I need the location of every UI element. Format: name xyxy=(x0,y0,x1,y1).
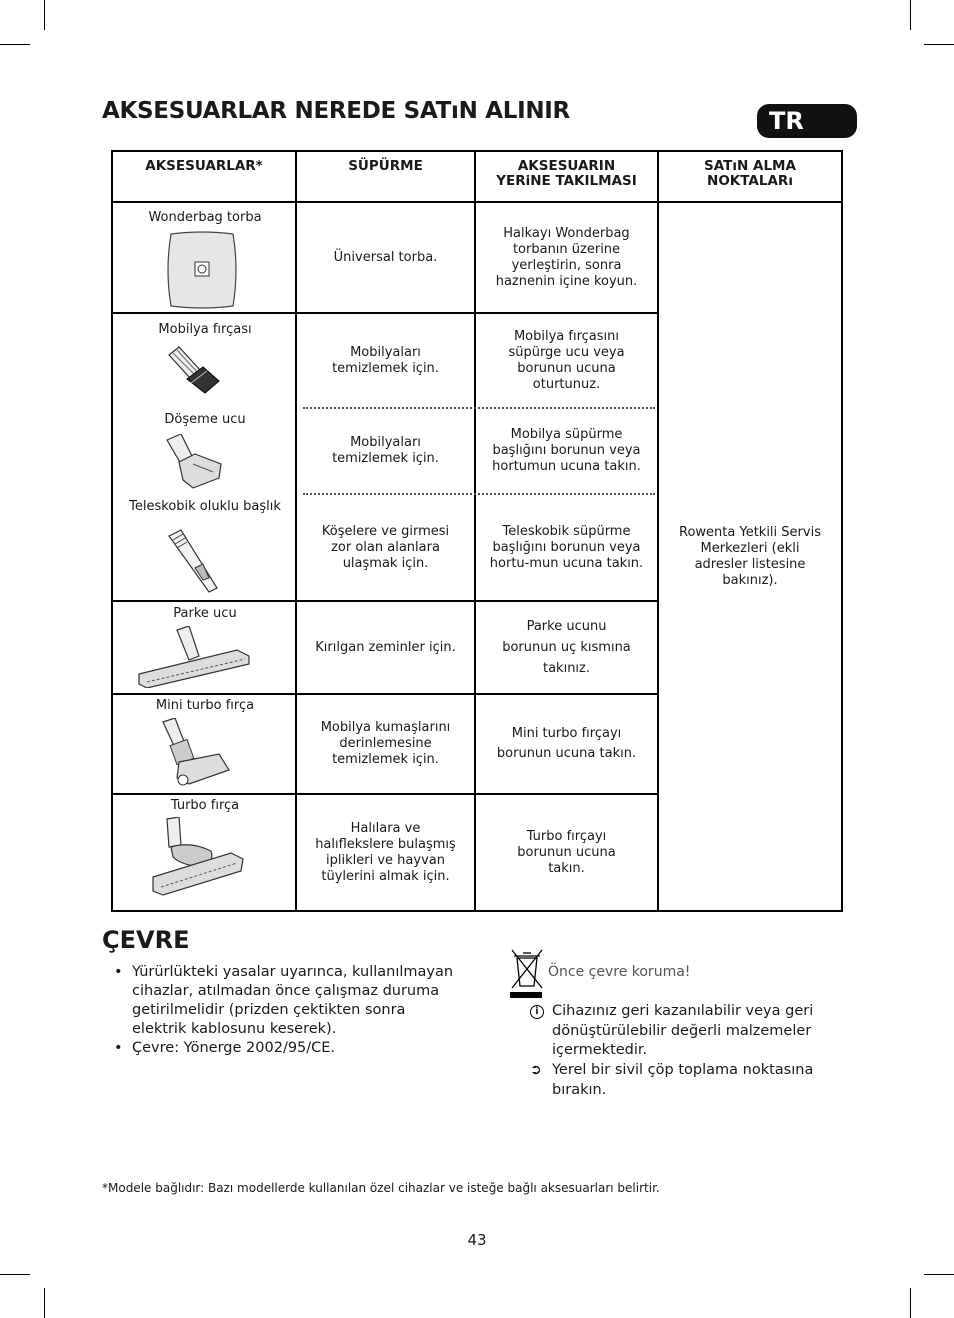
table-cell-use: Köşelere ve girmesi zor olan alanlara ulaşmak için. xyxy=(321,523,450,571)
table-cell-fit: Parke ucunu borunun uç kısmına takınız. xyxy=(502,619,631,676)
accessory-label: Parke ucu xyxy=(173,606,237,621)
crop-mark xyxy=(924,1274,954,1275)
accessory-label: Wonderbag torba xyxy=(148,210,262,225)
crop-mark xyxy=(910,0,911,30)
arrow-text: Yerel bir sivil çöp toplama noktasına bırakın. xyxy=(552,1062,814,1098)
upholstery-nozzle-image xyxy=(163,434,225,490)
purchase-point-cell: Rowenta Yetkili Servis Merkezleri (ekli adresler listesine bakınız). xyxy=(679,524,821,588)
table-cell-use: Mobilyaları temizlemek için. xyxy=(332,344,439,376)
crevice-tool-image xyxy=(165,528,223,594)
table-cell-fit: Mobilya fırçasını süpürge ucu veya borunun ucuna oturtunuz. xyxy=(508,328,625,392)
table-cell-use: Mobilyaları temizlemek için. xyxy=(332,435,439,466)
table-cell-fit: Teleskobik süpürme başlığını borunun veya hortu-mun ucuna takın. xyxy=(489,523,644,571)
accessory-label: Mobilya fırçası xyxy=(158,322,252,337)
page-number: 43 xyxy=(467,1231,487,1249)
crop-mark xyxy=(44,1288,45,1318)
table-cell-use: Kırılgan zeminler için. xyxy=(315,639,456,655)
accessory-label: Teleskobik oluklu başlık xyxy=(129,499,281,514)
list-item: • Çevre: Yönerge 2002/95/CE. xyxy=(114,1040,336,1056)
list-item: • Yürürlükteki yasalar uyarınca, kullanılmayan cihazlar, atılmadan önce çalışmaz duruma getirilmelidir (prizden çektikten sonra elektrik kablosunu keserek). xyxy=(114,964,454,1037)
furniture-brush-image xyxy=(163,345,225,397)
page-title: AKSESUARLAR NEREDE SATıN ALINIR xyxy=(102,98,570,124)
wonderbag-image xyxy=(163,230,241,310)
environment-bullets xyxy=(112,963,462,1058)
table-cell-fit: Mini turbo fırçayı borunun ucuna takın. xyxy=(496,726,637,761)
footnote: *Modele bağlıdır: Bazı modellerde kullanılan özel cihazlar ve isteğe bağlı aksesuarları belirtir. xyxy=(102,1181,660,1195)
crop-mark xyxy=(0,1274,30,1275)
crop-mark xyxy=(910,1288,911,1318)
info-row xyxy=(530,1002,830,1061)
turbo-brush-image xyxy=(151,817,245,897)
header-purchase: SATıN ALMA NOKTALARı xyxy=(704,158,796,189)
parquet-nozzle-image xyxy=(137,626,251,688)
info-icon: i xyxy=(530,1005,544,1019)
accessory-label: Turbo fırça xyxy=(170,798,240,813)
language-badge: TR xyxy=(757,104,857,138)
crop-mark xyxy=(0,44,30,45)
arrow-icon: ➲ xyxy=(530,1062,542,1078)
table-cell-use: Mobilya kumaşlarını derinlemesine temizlemek için. xyxy=(320,720,451,767)
table-cell-use: Üniversal torba. xyxy=(333,249,438,265)
header-sweeping: SÜPÜRME xyxy=(348,158,423,174)
table-cell-fit: Mobilya süpürme başlığını borunun veya hortumun ucuna takın. xyxy=(492,427,641,474)
accessory-label: Döşeme ucu xyxy=(164,412,246,427)
table-cell-fit: Turbo fırçayı borunun ucuna takın. xyxy=(517,828,616,876)
environment-title: ÇEVRE xyxy=(102,926,190,954)
environment-protect-label: Önce çevre koruma! xyxy=(548,964,691,980)
crop-mark xyxy=(924,44,954,45)
header-fitting: AKSESUARIN YERiNE TAKILMASI xyxy=(496,158,637,189)
crop-mark xyxy=(44,0,45,30)
accessories-table xyxy=(111,150,843,912)
header-accessories: AKSESUARLAR* xyxy=(145,158,263,174)
accessory-label: Mini turbo fırça xyxy=(155,698,255,713)
mini-turbo-brush-image xyxy=(159,718,231,792)
crossed-bin-icon xyxy=(510,948,544,1000)
table-cell-use: Halılara ve halıflekslere bulaşmış iplikleri ve hayvan tüylerini almak için. xyxy=(315,820,456,884)
info-text: Cihazınız geri kazanılabilir veya geri dönüştürülebilir değerli malzemeler içermektedir. xyxy=(552,1003,814,1058)
arrow-row xyxy=(530,1061,830,1100)
table-cell-fit: Halkayı Wonderbag torbanın üzerine yerleştirin, sonra haznenin içine koyun. xyxy=(495,225,638,289)
